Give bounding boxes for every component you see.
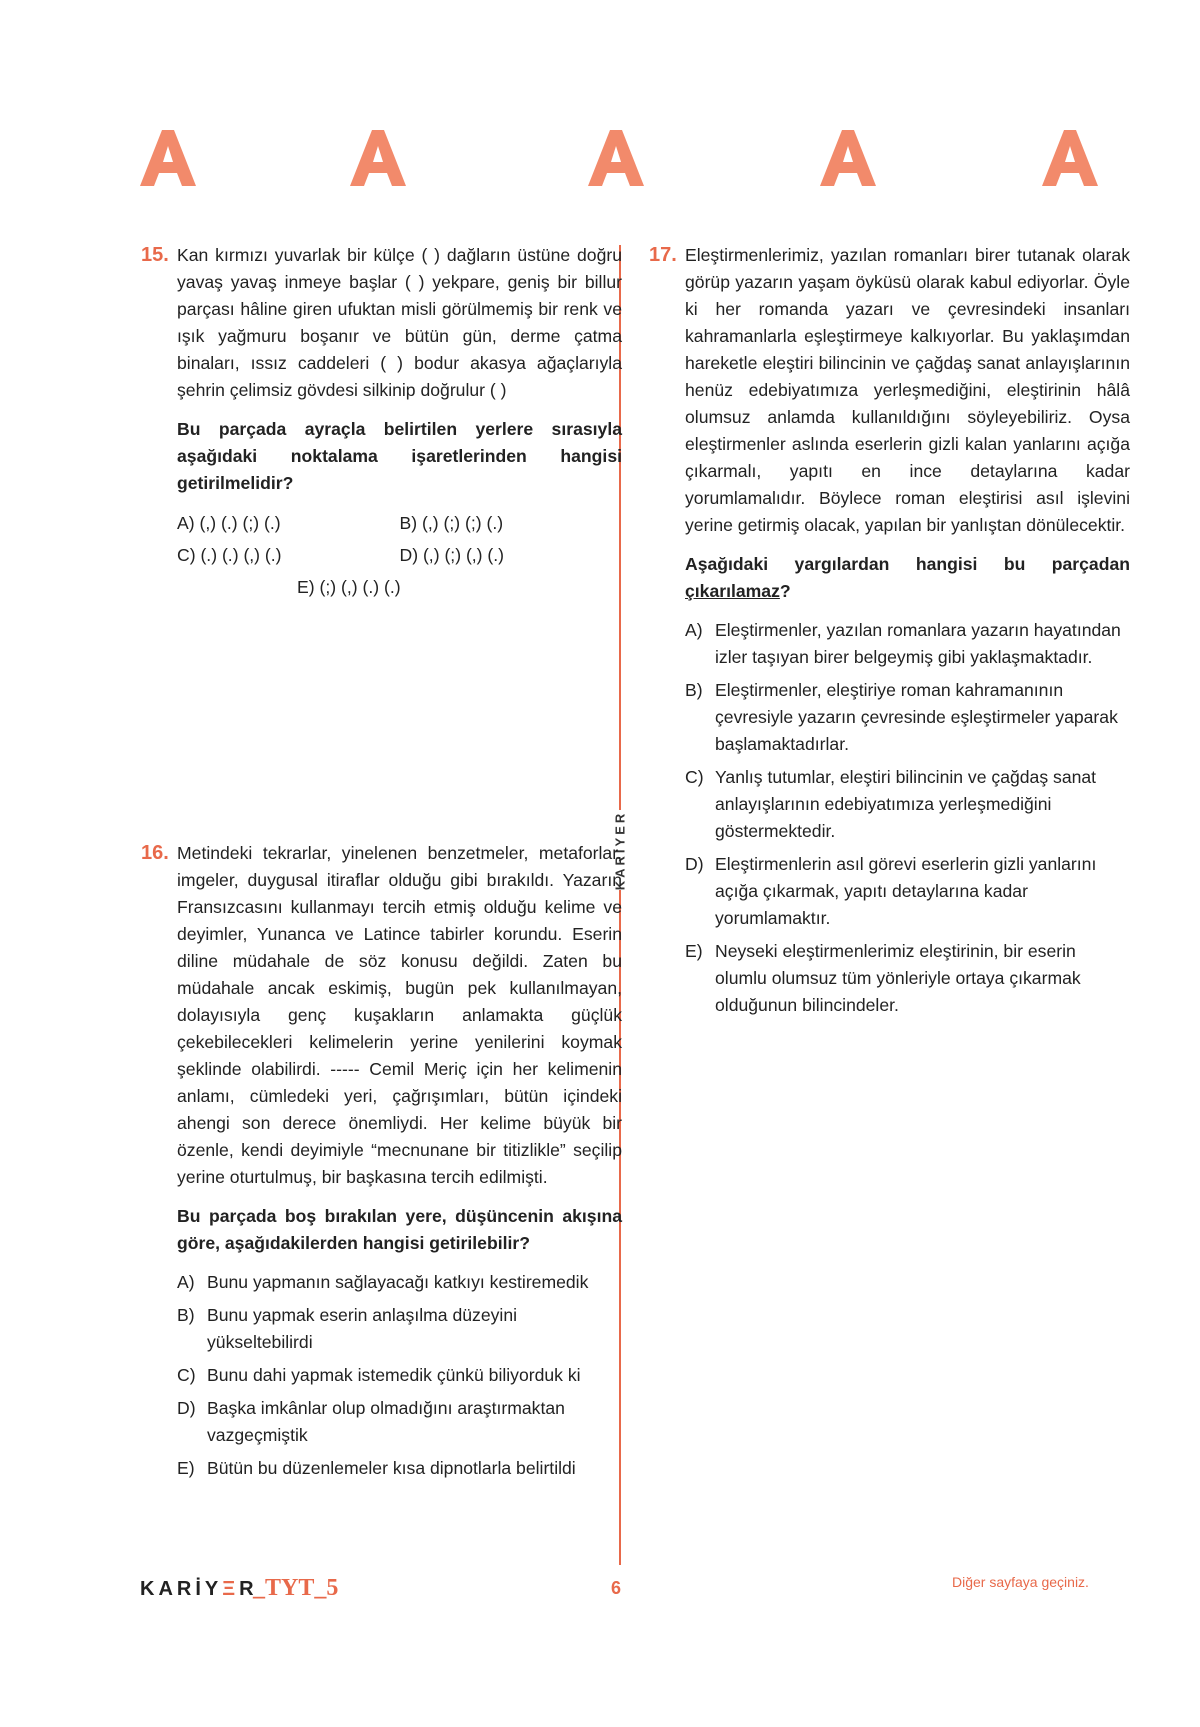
exam-code: _TYT_5 [253, 1575, 339, 1601]
question-passage: Kan kırmızı yuvarlak bir külçe ( ) dağların üstüne doğru yavaş yavaş inmeye başlar ( ) yekpare, geniş bir billur parçası hâline giren ufuktan misli görülmemiş bir renk ve ışık yağmuru boşanır ve bütün gün, derme çatma binaları, ıssız caddeleri ( ) bodur akasya ağaçlarıyla şehrin çelimsiz gövdesi silkinip doğrulur ( ) [177, 245, 622, 400]
stem-text: Aşağıdaki yargılardan hangisi bu parçadan [685, 554, 1130, 574]
footer-brand-logo [140, 1578, 258, 1601]
answer-options [177, 1269, 622, 1482]
question-number: 15. [141, 244, 169, 266]
option-c[interactable] [177, 1362, 622, 1389]
option-label: D) [177, 1398, 196, 1418]
option-label: A) [177, 1272, 195, 1292]
stem-underlined: çıkarılamaz [685, 581, 780, 601]
option-label: C) [177, 1365, 196, 1385]
option-b[interactable] [177, 1302, 622, 1356]
question-17 [649, 242, 1130, 1025]
option-label: E) [685, 941, 703, 961]
booklet-letter-icon [586, 128, 646, 188]
question-passage: Metindeki tekrarlar, yinelenen benzetmeler, metaforlar, imgeler, duygusal itiraflar olduğu gibi bırakıldı. Yazarın Fransızcasını kullanmayı tercih etmiş olduğu kelime ve deyimler, Yunanca ve Latince tabirler korundu. Eserin diline müdahale de söz konusu değildi. Zaten bu müdahale ancak eskimiş, bugün pek kullanılmayan, dolayısıyla genç kuşakların anlamakta güçlük çekebilecekleri kelimelerin yerine yenilerini koymak şeklinde olabilirdi. ----- Cemil Meriç için her kelimenin anlamı, cümledeki yeri, çağrışımları, bütün içindeki ahengi son derece önemliydi. Her kelime büyük bir özenle, kendi deyimiyle “mecnunane bir titizlikle” seçilip yerine oturtulmuş, bir başkasına tercih edilmişti. [177, 843, 622, 1187]
answer-options [685, 617, 1130, 1019]
page-number: 6 [611, 1578, 622, 1598]
option-label: D) [685, 854, 704, 874]
brand-accent: Ξ [222, 1578, 240, 1600]
option-e[interactable]: E) (;) (,) (.) (.) [297, 577, 401, 597]
option-label: B) [177, 1305, 195, 1325]
answer-options [177, 507, 622, 603]
question-stem [685, 551, 1130, 605]
option-e[interactable] [685, 938, 1130, 1019]
option-text: Eleştirmenler, eleştiriye roman kahramanının çevresiyle yazarın çevresinde eşleştirmeler yaparak başlamaktadırlar. [715, 680, 1118, 754]
option-c[interactable] [685, 764, 1130, 845]
question-number: 17. [649, 244, 677, 266]
question-number: 16. [141, 842, 169, 864]
option-text: Bunu yapmak eserin anlaşılma düzeyini yükseltebilirdi [207, 1305, 518, 1352]
option-label: E) [177, 1458, 195, 1478]
brand-text-end: R [239, 1578, 258, 1600]
option-text: Bütün bu düzenlemeler kısa dipnotlarla belirtildi [207, 1458, 576, 1478]
option-d[interactable] [177, 1395, 622, 1449]
option-a[interactable] [177, 1269, 622, 1296]
option-text: Neyseki eleştirmenlerimiz eleştirinin, bir eserin olumlu olumsuz tüm yönleriyle ortaya çıkarmak olduğunun bilincindeler. [715, 941, 1081, 1015]
question-16 [141, 840, 622, 1488]
brand-text: KARİY [140, 1578, 223, 1600]
option-text: Eleştirmenlerin asıl görevi eserlerin gizli yanlarını açığa çıkarmak, yapıtı detaylarına kadar yorumlamaktır. [715, 854, 1097, 928]
option-label: A) [685, 620, 703, 640]
option-a[interactable]: A) (,) (.) (;) (.) [177, 513, 281, 533]
option-d[interactable]: D) (,) (;) (,) (.) [399, 545, 505, 565]
option-c[interactable]: C) (.) (.) (,) (.) [177, 545, 282, 565]
question-stem: Bu parçada ayraçla belirtilen yerlere sırasıyla aşağıdaki noktalama işaretlerinden hangisi getirilmelidir? [177, 419, 622, 493]
option-b[interactable] [685, 677, 1130, 758]
question-stem: Bu parçada boş bırakılan yere, düşüncenin akışına göre, aşağıdakilerden hangisi getirilebilir? [177, 1206, 622, 1253]
next-page-note: Diğer sayfaya geçiniz. [952, 1574, 1089, 1590]
booklet-letter-icon [138, 128, 198, 188]
option-a[interactable] [685, 617, 1130, 671]
option-text: Bunu yapmanın sağlayacağı katkıyı kestiremedik [207, 1272, 589, 1292]
option-text: Başka imkânlar olup olmadığını araştırmaktan vazgeçmiştik [207, 1398, 565, 1445]
booklet-letter-icon [1040, 128, 1100, 188]
booklet-letter-icon [348, 128, 408, 188]
question-passage: Eleştirmenlerimiz, yazılan romanları birer tutanak olarak görüp yazarın yaşam öyküsü olarak kabul ediyorlar. Öyle ki her romanda yazarı ve çevresindeki insanları kahramanlarla eşleştirmeye kalkıyorlar. Bu yaklaşımdan hareketle eleştiri bilincinin ve çağdaş sanat anlayışlarının henüz edebiyatımıza yerleşmediğini, eleştirinin hâlâ olumsuz anlamda kullanıldığını söyleyebiliriz. Oysa eleştirmenler aslında eserlerin gizli kalan yanlarını açığa çıkarmalı, yapıtı en ince detaylarına kadar yorumlamalıdır. Böylece roman eleştirisi asıl işlevini yerine getirmiş olacak, yapılan bir yanlıştan dönülecektir. [685, 245, 1130, 535]
option-label: B) [685, 680, 703, 700]
option-e[interactable] [177, 1455, 622, 1482]
option-text: Yanlış tutumlar, eleştiri bilincinin ve çağdaş sanat anlayışlarının edebiyatımıza yerleşmediğini göstermektedir. [715, 767, 1097, 841]
stem-end: ? [779, 581, 791, 601]
option-d[interactable] [685, 851, 1130, 932]
question-15 [141, 242, 622, 603]
option-label: C) [685, 767, 704, 787]
option-b[interactable]: B) (,) (;) (;) (.) [399, 513, 504, 533]
option-text: Bunu dahi yapmak istemedik çünkü biliyorduk ki [207, 1365, 581, 1385]
side-brand-text: KARİYER [612, 810, 628, 890]
booklet-letter-icon [818, 128, 878, 188]
option-text: Eleştirmenler, yazılan romanlara yazarın hayatından izler taşıyan birer belgeymiş gibi yaklaşmaktadır. [715, 620, 1121, 667]
